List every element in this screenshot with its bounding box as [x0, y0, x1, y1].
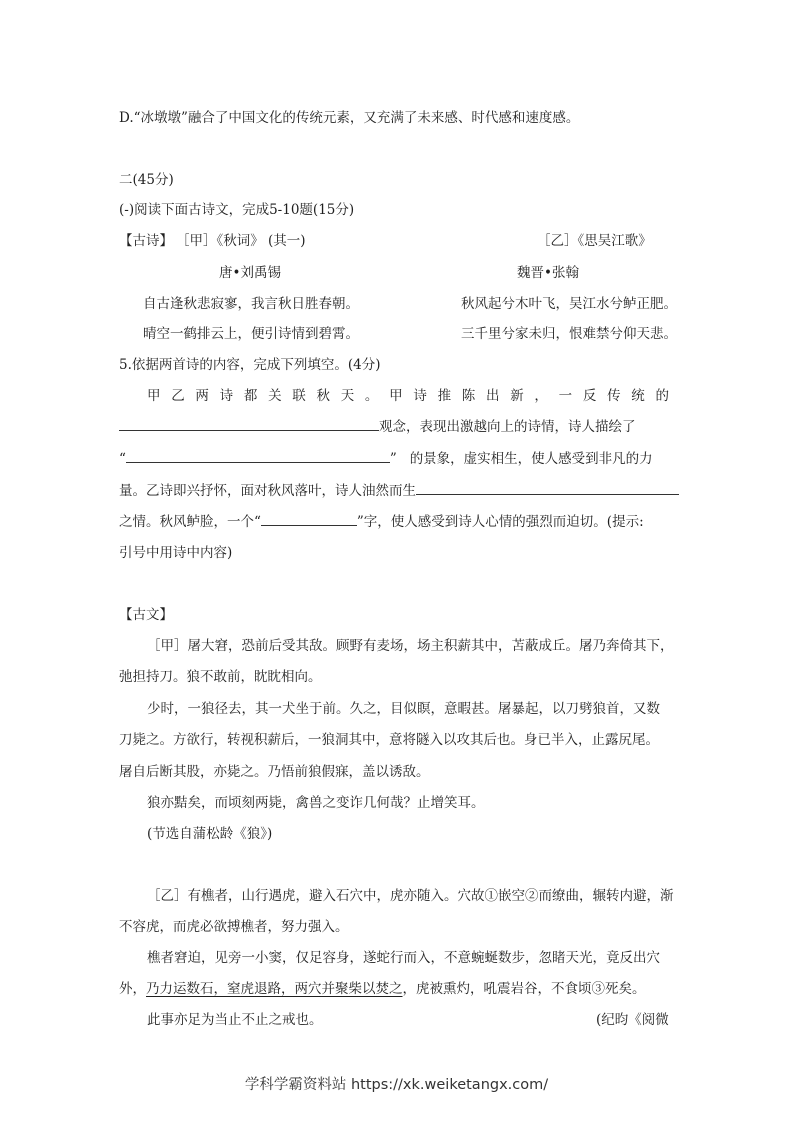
- question-5-line4-text: 量。乙诗即兴抒怀，面对秋风落叶，诗人油然而生: [119, 483, 416, 499]
- prose-a-p1b: 弛担持刀。狼不敢前，眈眈相向。: [119, 669, 322, 685]
- site-footer[interactable]: 学科学霸资料站 https://xk.weiketangx.com/: [244, 1077, 549, 1093]
- prose-b-p1a: ［乙］有樵者，山行遇虎，避入石穴中，虎亦随入。穴故①嵌空②而缭曲，辗转内避，渐: [147, 888, 674, 904]
- poem-b-line2: 三千里兮家未归，恨难禁兮仰天悲。: [461, 326, 677, 342]
- poem-a-title: ［甲］《秋词》 (其一): [176, 233, 306, 249]
- prose-b-p2b-head: 外，: [119, 981, 146, 997]
- prose-a-p2b: 刀毙之。方欲行，转视积薪后，一狼洞其中，意将隧入以攻其后也。身已半入，止露尻尾。: [119, 732, 659, 748]
- prose-b-p3: 此事亦足为当止不止之戒也。: [147, 1012, 323, 1028]
- question-5-line5-head: 之情。秋风鲈脸，一个“: [119, 514, 261, 530]
- prose-b-p2b-tail: ，虎被熏灼，吼震岩谷，不食顷③死矣。: [402, 981, 646, 997]
- poem-b-title: ［乙］《思吴江歌》: [537, 233, 652, 249]
- question-5-line2-text: 观念，表现出激越向上的诗情，诗人描绘了: [379, 419, 636, 435]
- prose-tag: 【古文】: [119, 607, 173, 623]
- prose-b-source: (纪昀《阅微: [596, 1012, 669, 1028]
- prose-a-p2c: 屠自后断其股，亦毙之。乃悟前狼假寐，盖以诱敌。: [119, 764, 430, 780]
- prose-a-p2a: 少时，一狼径去，其一犬坐于前。久之，目似瞑，意暇甚。屠暴起，以刀劈狼首，又数: [147, 701, 660, 717]
- section-heading: 二(45分): [119, 172, 174, 188]
- question-5-line5: [119, 510, 675, 530]
- open-quote: “: [119, 451, 126, 467]
- question-5-line3-text: 的景象，虚实相生，使人感受到非凡的力: [409, 451, 653, 467]
- prose-b-p1b: 不容虎，而虎必欲搏樵者，努力强入。: [119, 919, 349, 935]
- answer-blank-4[interactable]: [261, 524, 357, 526]
- poem-b-line1: 秋风起兮木叶飞，吴江水兮鲈正肥。: [461, 296, 677, 312]
- part-heading: (-)阅读下面古诗文，完成5-10题(15分): [119, 202, 355, 218]
- question-5-line2: [119, 415, 675, 435]
- prose-b-p2a: 樵者窘迫，见旁一小窦，仅足容身，遂蛇行而入，不意蜿蜒数步，忽睹天光，竟反出穴: [147, 950, 660, 966]
- poem-a-line2: 晴空一鹤排云上，便引诗情到碧霄。: [143, 326, 359, 342]
- prose-a-p3: 狼亦黠矣，而顷刻两毙，禽兽之变诈几何哉？止增笑耳。: [147, 795, 485, 811]
- underlined-sentence: 乃力运数石，窒虎退路，两穴并聚柴以焚之: [146, 981, 403, 997]
- question-5-line6: 引号中用诗中内容): [119, 545, 233, 561]
- question-5-stem: 5.依据两首诗的内容，完成下列填空。(4分): [119, 357, 381, 373]
- question-5-line1: 甲乙两诗都关联秋天。甲诗推陈出新，一反传统的: [147, 388, 675, 404]
- answer-blank-1[interactable]: [119, 429, 379, 431]
- prose-a-p1a: ［甲］屠大窘，恐前后受其敌。顾野有麦场，场主积薪其中，苫蔽成丘。屠乃奔倚其下，: [147, 638, 674, 654]
- option-d: D.“冰墩墩”融合了中国文化的传统元素，又充满了未来感、时代感和速度感。: [119, 110, 580, 126]
- prose-a-source: (节选自蒲松龄《狼》): [147, 826, 273, 842]
- answer-blank-3[interactable]: [416, 493, 679, 495]
- close-quote: ”: [389, 451, 397, 467]
- poem-b-author: 魏晋•张翰: [517, 265, 579, 281]
- question-5-line5-tail: ”字，使人感受到诗人心情的强烈而迫切。(提示:: [356, 514, 644, 530]
- poem-a-line1: 自古逢秋悲寂寥，我言秋日胜春朝。: [143, 296, 359, 312]
- question-5-line3: [119, 447, 675, 467]
- prose-b-p2b: [119, 977, 646, 997]
- poem-tag: 【古诗】: [119, 233, 173, 249]
- question-5-line4: [119, 479, 675, 499]
- answer-blank-2[interactable]: [126, 461, 390, 463]
- poem-a-author: 唐•刘禹锡: [219, 265, 281, 281]
